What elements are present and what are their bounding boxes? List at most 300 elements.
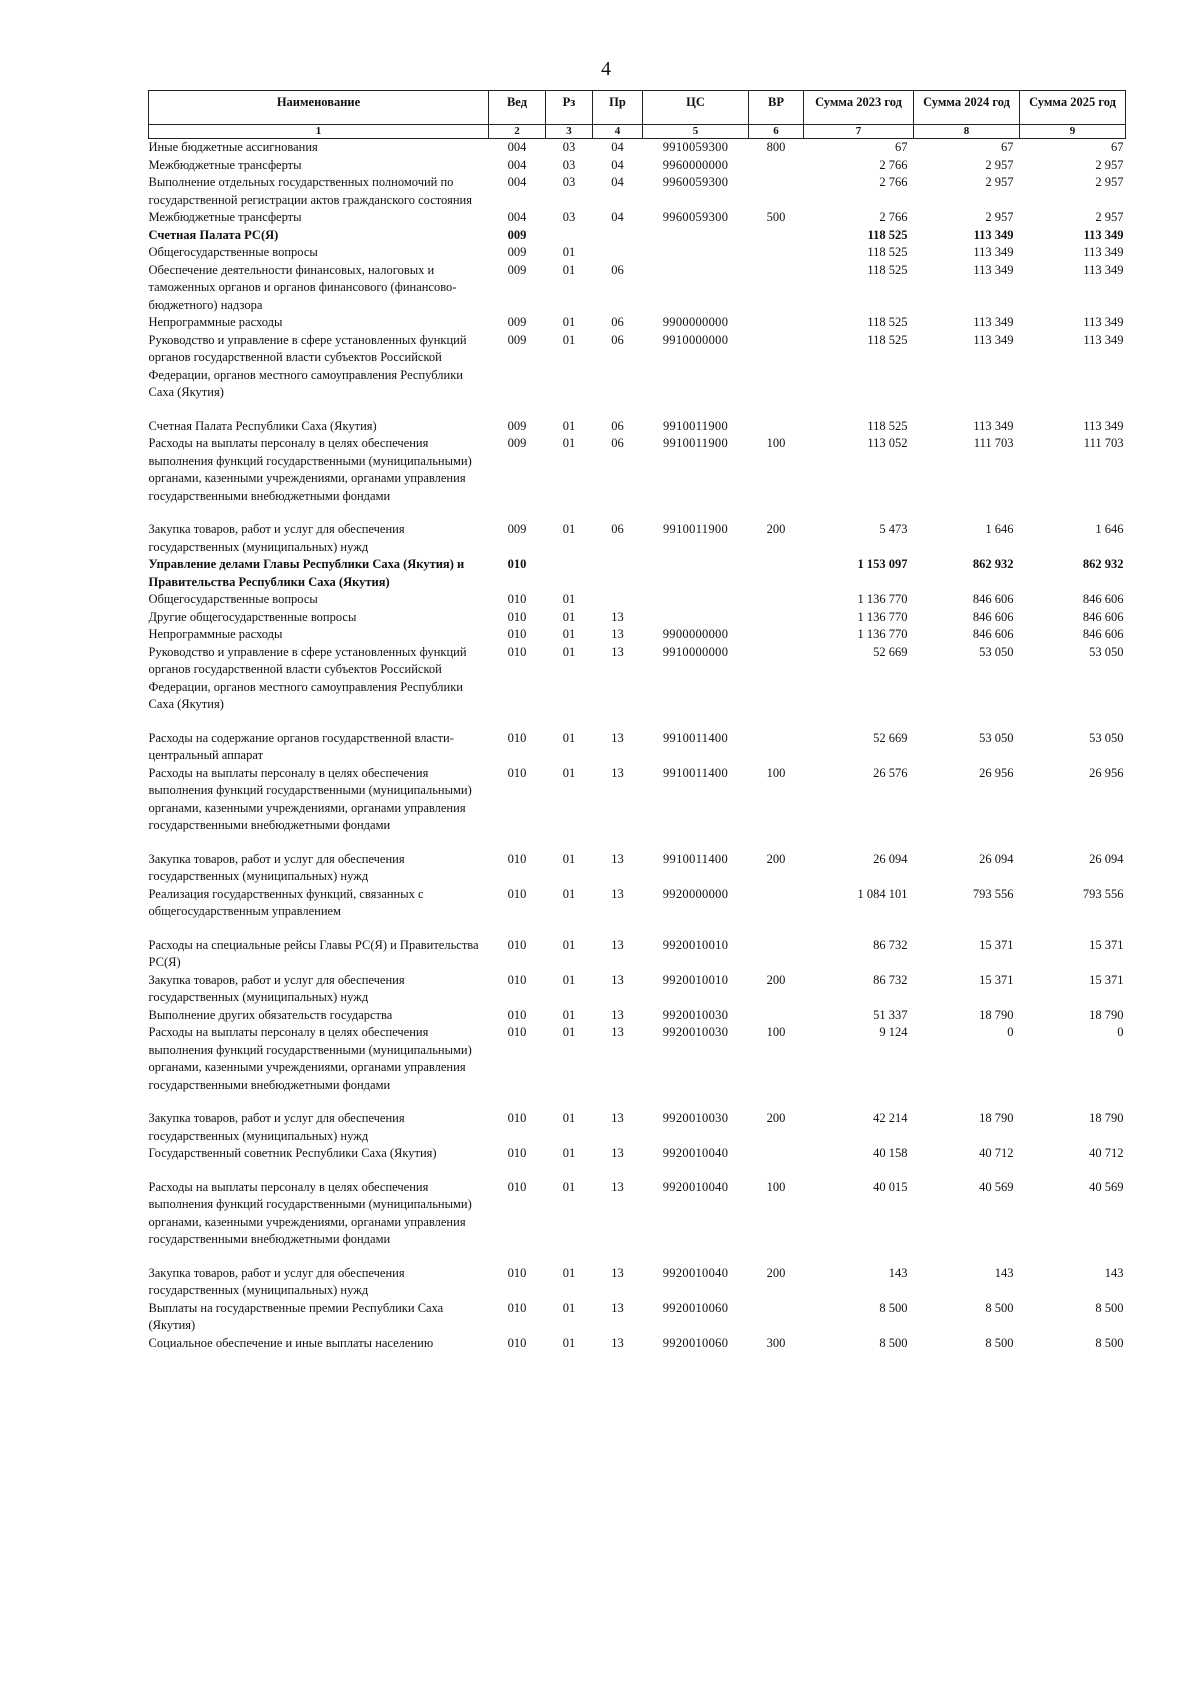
- cell-vr: [749, 174, 804, 209]
- table-row: [149, 609, 1126, 627]
- column-number: 8: [914, 125, 1020, 139]
- cell-vr: 100: [766, 436, 786, 450]
- table-row: [149, 521, 1126, 556]
- header-rz: Рз: [546, 91, 593, 125]
- cell-cs: 9910011900: [662, 522, 729, 536]
- cell-vr: [749, 937, 804, 972]
- cell-name: Выполнение отдельных государственных полномочий по государственной регистрации актов гражданского состояния: [148, 175, 472, 207]
- cell-rz: 01: [562, 765, 576, 780]
- cell-cs: 9900000000: [662, 315, 729, 329]
- cell-rz: [546, 227, 593, 245]
- cell-vr: 100: [766, 765, 786, 780]
- cell-rz: 01: [562, 522, 576, 536]
- table-row: [149, 244, 1126, 262]
- cell-rz: 01: [562, 609, 576, 624]
- table-body: [149, 139, 1126, 1353]
- cell-sum-2025: 113 349: [1083, 418, 1124, 433]
- cell-sum-2023: 5 473: [879, 522, 908, 536]
- cell-ved: 010: [507, 1335, 527, 1350]
- table-row: [149, 262, 1126, 315]
- cell-sum-2025: 8 500: [1095, 1300, 1124, 1315]
- cell-cs: 9920010030: [662, 1025, 729, 1039]
- cell-pr: 06: [611, 522, 624, 536]
- cell-pr: [593, 556, 643, 591]
- cell-sum-2024: 793 556: [972, 886, 1014, 901]
- cell-ved: 009: [507, 332, 527, 347]
- cell-sum-2023: 143: [888, 1265, 908, 1280]
- cell-rz: 01: [562, 627, 576, 641]
- cell-ved: 010: [507, 765, 527, 780]
- cell-sum-2023: 118 525: [867, 227, 908, 242]
- cell-sum-2024: 2 957: [985, 175, 1014, 189]
- cell-name: Межбюджетные трансферты: [148, 210, 302, 224]
- cell-cs: [643, 591, 749, 609]
- cell-sum-2024: 2 957: [985, 157, 1014, 172]
- cell-sum-2024: 846 606: [972, 609, 1014, 624]
- cell-sum-2025: 846 606: [1082, 609, 1124, 624]
- cell-vr: 200: [766, 522, 786, 536]
- cell-sum-2023: 9 124: [879, 1025, 908, 1039]
- cell-sum-2023: 86 732: [873, 972, 908, 987]
- cell-ved: 010: [507, 1179, 527, 1194]
- cell-pr: [593, 591, 643, 609]
- column-number: 3: [546, 125, 593, 139]
- cell-rz: 01: [562, 592, 576, 606]
- cell-rz: 01: [562, 972, 576, 987]
- cell-ved: 010: [507, 1111, 527, 1125]
- cell-name: Другие общегосударственные вопросы: [148, 609, 357, 624]
- cell-vr: 200: [766, 1265, 786, 1280]
- cell-cs: 9920010040: [662, 1265, 729, 1280]
- cell-ved: 010: [507, 886, 527, 901]
- cell-sum-2023: 42 214: [873, 1111, 908, 1125]
- column-number: 7: [804, 125, 914, 139]
- cell-sum-2023: 118 525: [867, 245, 908, 259]
- cell-rz: 01: [562, 644, 576, 659]
- cell-cs: 9910000000: [662, 644, 729, 659]
- cell-sum-2025: 2 957: [1095, 210, 1124, 224]
- table-row: [149, 1335, 1126, 1353]
- header-vr: ВР: [749, 91, 804, 125]
- cell-sum-2024: 113 349: [973, 262, 1014, 277]
- cell-ved: 010: [507, 1265, 527, 1280]
- cell-pr: 13: [611, 1146, 624, 1160]
- cell-name: Государственный советник Республики Саха (Якутия): [148, 1146, 437, 1160]
- cell-vr: 300: [766, 1335, 786, 1350]
- cell-sum-2024: 15 371: [979, 937, 1014, 952]
- cell-sum-2024: 862 932: [972, 557, 1014, 571]
- cell-sum-2025: 1 646: [1095, 522, 1124, 536]
- cell-sum-2023: 86 732: [873, 937, 908, 952]
- cell-pr: 13: [611, 851, 624, 866]
- cell-sum-2024: 846 606: [972, 592, 1014, 606]
- cell-ved: 009: [507, 436, 527, 450]
- cell-rz: 03: [562, 175, 576, 189]
- cell-sum-2024: 113 349: [973, 227, 1014, 242]
- cell-cs: 9920000000: [662, 886, 729, 901]
- cell-rz: 01: [562, 436, 576, 450]
- cell-rz: 01: [562, 851, 576, 866]
- cell-sum-2025: 793 556: [1082, 886, 1124, 901]
- cell-name: Закупка товаров, работ и услуг для обеспечения государственных (муниципальных) нужд: [148, 972, 405, 1004]
- cell-sum-2025: 67: [1111, 140, 1124, 154]
- cell-sum-2023: 67: [895, 140, 908, 154]
- cell-rz: 03: [562, 210, 576, 224]
- cell-ved: 010: [507, 972, 527, 987]
- cell-pr: 13: [611, 730, 624, 745]
- cell-sum-2024: 8 500: [985, 1335, 1014, 1350]
- cell-name: Выполнение других обязательств государства: [148, 1007, 393, 1022]
- cell-sum-2025: 846 606: [1082, 627, 1124, 641]
- cell-sum-2023: 52 669: [873, 644, 908, 659]
- cell-vr: [749, 244, 804, 262]
- cell-sum-2025: 113 349: [1083, 332, 1124, 347]
- cell-cs: 9910011900: [662, 418, 729, 433]
- cell-cs: 9910011400: [662, 851, 729, 866]
- cell-cs: 9910011900: [662, 436, 729, 450]
- header-ved: Вед: [489, 91, 546, 125]
- cell-vr: [749, 418, 804, 436]
- cell-sum-2023: 40 158: [873, 1146, 908, 1160]
- cell-cs: 9920010040: [662, 1146, 729, 1160]
- cell-sum-2025: 40 712: [1089, 1146, 1124, 1160]
- cell-cs: 9910011400: [662, 730, 729, 745]
- cell-sum-2023: 1 136 770: [857, 592, 908, 606]
- column-number: 4: [593, 125, 643, 139]
- table-row: [149, 1265, 1126, 1300]
- cell-cs: 9920010030: [662, 1007, 729, 1022]
- cell-sum-2025: 113 349: [1083, 315, 1124, 329]
- header-sum-2023: Сумма 2023 год: [804, 91, 914, 125]
- cell-sum-2024: 143: [994, 1265, 1014, 1280]
- cell-pr: 13: [611, 1179, 624, 1194]
- cell-sum-2023: 113 052: [867, 436, 908, 450]
- cell-sum-2025: 15 371: [1089, 972, 1124, 987]
- cell-cs: [643, 244, 749, 262]
- cell-name: Руководство и управление в сфере установленных функций органов государственной власти субъектов Российской Федерации, органов местного самоуправления Республики Саха (Якутия): [148, 332, 467, 399]
- cell-sum-2023: 26 576: [873, 765, 908, 780]
- table-row: [149, 765, 1126, 851]
- cell-sum-2024: 846 606: [972, 627, 1014, 641]
- cell-pr: 13: [611, 609, 624, 624]
- cell-cs: 9910059300: [662, 140, 729, 154]
- cell-sum-2025: 113 349: [1083, 227, 1124, 242]
- cell-name: Обеспечение деятельности финансовых, налоговых и таможенных органов и органов финансового (финансово-бюджетного) надзора: [148, 262, 457, 312]
- cell-sum-2023: 2 766: [879, 175, 908, 189]
- cell-vr: [749, 591, 804, 609]
- cell-name: Закупка товаров, работ и услуг для обеспечения государственных (муниципальных) нужд: [148, 522, 405, 554]
- cell-pr: 13: [611, 644, 624, 659]
- cell-pr: 13: [611, 1300, 624, 1315]
- cell-vr: [749, 886, 804, 937]
- cell-name: Иные бюджетные ассигнования: [148, 140, 318, 154]
- cell-sum-2024: 0: [1007, 1025, 1014, 1039]
- cell-sum-2024: 40 569: [979, 1179, 1014, 1194]
- cell-ved: 010: [507, 592, 527, 606]
- cell-vr: 800: [766, 140, 786, 154]
- header-sum-2024: Сумма 2024 год: [914, 91, 1020, 125]
- cell-pr: 06: [611, 436, 624, 450]
- cell-pr: 13: [611, 886, 624, 901]
- cell-rz: 01: [562, 418, 576, 433]
- cell-sum-2025: 111 703: [1083, 436, 1124, 450]
- cell-vr: [749, 262, 804, 315]
- cell-ved: 010: [507, 730, 527, 745]
- cell-ved: 010: [507, 1300, 527, 1315]
- header-pr: Пр: [593, 91, 643, 125]
- cell-ved: 009: [507, 262, 527, 277]
- cell-sum-2025: 26 094: [1089, 851, 1124, 866]
- cell-rz: 01: [562, 1007, 576, 1022]
- cell-sum-2025: 53 050: [1089, 644, 1124, 659]
- cell-cs: 9920010060: [662, 1300, 729, 1315]
- cell-ved: 004: [507, 210, 527, 224]
- cell-sum-2024: 67: [1001, 140, 1014, 154]
- cell-name: Общегосударственные вопросы: [148, 592, 318, 606]
- cell-sum-2023: 26 094: [873, 851, 908, 866]
- cell-sum-2025: 26 956: [1089, 765, 1124, 780]
- cell-sum-2023: 118 525: [867, 262, 908, 277]
- cell-cs: [643, 227, 749, 245]
- cell-vr: [749, 1145, 804, 1179]
- cell-sum-2025: 40 569: [1089, 1179, 1124, 1194]
- cell-rz: 01: [562, 245, 576, 259]
- cell-sum-2025: 2 957: [1095, 157, 1124, 172]
- cell-vr: 100: [766, 1025, 786, 1039]
- cell-sum-2024: 53 050: [979, 644, 1014, 659]
- table-row: [149, 227, 1126, 245]
- cell-pr: 06: [611, 315, 624, 329]
- cell-cs: 9920010040: [662, 1179, 729, 1194]
- header-number-row: [149, 125, 1126, 139]
- cell-ved: 010: [507, 937, 527, 952]
- cell-sum-2023: 118 525: [867, 332, 908, 347]
- cell-ved: 010: [507, 627, 527, 641]
- cell-pr: 13: [611, 1111, 624, 1125]
- cell-ved: 010: [507, 1146, 527, 1160]
- cell-ved: 010: [507, 851, 527, 866]
- cell-pr: 06: [611, 262, 624, 277]
- cell-sum-2024: 1 646: [985, 522, 1014, 536]
- cell-ved: 009: [507, 245, 527, 259]
- cell-sum-2024: 26 956: [979, 765, 1014, 780]
- cell-sum-2025: 113 349: [1083, 262, 1124, 277]
- table-row: [149, 314, 1126, 332]
- cell-rz: 01: [562, 315, 576, 329]
- cell-cs: [643, 609, 749, 627]
- cell-cs: 9920010060: [662, 1335, 729, 1350]
- table-row: [149, 174, 1126, 209]
- cell-rz: 03: [562, 157, 576, 172]
- cell-name: Расходы на выплаты персоналу в целях обеспечения выполнения функций государственными (муниципальными) органами, казенными учреждениями, органами управления государственными внебюджетными фондами: [148, 1179, 472, 1246]
- cell-sum-2024: 8 500: [985, 1300, 1014, 1315]
- cell-sum-2024: 111 703: [973, 436, 1014, 450]
- cell-sum-2023: 52 669: [873, 730, 908, 745]
- cell-name: Закупка товаров, работ и услуг для обеспечения государственных (муниципальных) нужд: [148, 1111, 405, 1143]
- cell-pr: 13: [611, 937, 624, 952]
- cell-sum-2025: 0: [1117, 1025, 1124, 1039]
- cell-ved: 004: [507, 175, 527, 189]
- cell-sum-2023: 8 500: [879, 1335, 908, 1350]
- cell-cs: 9910000000: [662, 332, 729, 347]
- cell-name: Расходы на выплаты персоналу в целях обеспечения выполнения функций государственными (муниципальными) органами, казенными учреждениями, органами управления государственными внебюджетными фондами: [148, 436, 472, 503]
- cell-vr: [749, 157, 804, 175]
- table-row: [149, 435, 1126, 521]
- table-row: [149, 1300, 1126, 1335]
- cell-rz: 01: [562, 886, 576, 901]
- cell-cs: [643, 556, 749, 591]
- table-row: [149, 209, 1126, 227]
- cell-rz: 01: [562, 1300, 576, 1315]
- column-number: 9: [1020, 125, 1126, 139]
- cell-rz: 01: [562, 1025, 576, 1039]
- table-row: [149, 139, 1126, 157]
- cell-vr: [749, 1300, 804, 1335]
- cell-vr: [749, 609, 804, 627]
- cell-name: Межбюджетные трансферты: [148, 157, 302, 172]
- column-number: 5: [643, 125, 749, 139]
- cell-rz: 01: [562, 332, 576, 347]
- cell-sum-2023: 1 084 101: [857, 886, 908, 901]
- cell-sum-2023: 51 337: [873, 1007, 908, 1022]
- cell-pr: 13: [611, 1025, 624, 1039]
- cell-pr: 13: [611, 1265, 624, 1280]
- cell-name: Социальное обеспечение и иные выплаты населению: [148, 1335, 434, 1350]
- cell-ved: 009: [507, 522, 527, 536]
- cell-sum-2024: 113 349: [973, 245, 1014, 259]
- cell-sum-2024: 18 790: [979, 1111, 1014, 1125]
- cell-sum-2023: 118 525: [867, 315, 908, 329]
- cell-ved: 010: [507, 1007, 527, 1022]
- cell-sum-2024: 113 349: [973, 418, 1014, 433]
- cell-ved: 010: [507, 557, 527, 571]
- cell-pr: 04: [611, 175, 624, 189]
- cell-name: Реализация государственных функций, связанных с общегосударственным управлением: [148, 886, 424, 918]
- cell-cs: 9960000000: [662, 157, 729, 172]
- cell-sum-2025: 18 790: [1089, 1007, 1124, 1022]
- table-row: [149, 1145, 1126, 1179]
- cell-pr: 13: [611, 627, 624, 641]
- cell-pr: 13: [611, 972, 624, 987]
- table-row: [149, 937, 1126, 972]
- cell-vr: [749, 644, 804, 730]
- column-number: 1: [149, 125, 489, 139]
- cell-sum-2023: 2 766: [879, 210, 908, 224]
- cell-sum-2024: 26 094: [979, 851, 1014, 866]
- cell-rz: 01: [562, 262, 576, 277]
- cell-sum-2025: 143: [1104, 1265, 1124, 1280]
- cell-sum-2024: 15 371: [979, 972, 1014, 987]
- cell-vr: [749, 227, 804, 245]
- table-row: [149, 626, 1126, 644]
- cell-cs: [643, 262, 749, 315]
- table-row: [149, 730, 1126, 765]
- cell-vr: [749, 556, 804, 591]
- cell-vr: 100: [766, 1179, 786, 1194]
- table-row: [149, 418, 1126, 436]
- cell-pr: 04: [611, 157, 624, 172]
- cell-sum-2025: 15 371: [1089, 937, 1124, 952]
- cell-sum-2025: 8 500: [1095, 1335, 1124, 1350]
- cell-pr: 06: [611, 418, 624, 433]
- cell-name: Управление делами Главы Республики Саха (Якутия) и Правительства Республики Саха (Якутия): [148, 557, 465, 589]
- cell-pr: 06: [611, 332, 624, 347]
- cell-sum-2025: 113 349: [1083, 245, 1124, 259]
- table-row: [149, 972, 1126, 1007]
- cell-rz: 01: [562, 1179, 576, 1194]
- cell-sum-2024: 113 349: [973, 315, 1014, 329]
- cell-sum-2023: 2 766: [879, 157, 908, 172]
- table-row: [149, 851, 1126, 886]
- column-number: 6: [749, 125, 804, 139]
- cell-rz: 03: [562, 140, 576, 154]
- cell-pr: 04: [611, 140, 624, 154]
- cell-vr: 500: [766, 210, 786, 224]
- cell-vr: 200: [766, 851, 786, 866]
- header-sum-2025: Сумма 2025 год: [1020, 91, 1126, 125]
- cell-cs: 9910011400: [662, 765, 729, 780]
- cell-name: Расходы на выплаты персоналу в целях обеспечения выполнения функций государственными (муниципальными) органами, казенными учреждениями, органами управления государственными внебюджетными фондами: [148, 1025, 472, 1092]
- cell-sum-2023: 1 153 097: [857, 557, 908, 571]
- header-row: [149, 91, 1126, 125]
- table-row: [149, 644, 1126, 730]
- cell-sum-2024: 40 712: [979, 1146, 1014, 1160]
- cell-rz: [546, 556, 593, 591]
- cell-sum-2024: 18 790: [979, 1007, 1014, 1022]
- cell-rz: 01: [562, 1111, 576, 1125]
- cell-rz: 01: [562, 1265, 576, 1280]
- cell-ved: 010: [507, 644, 527, 659]
- cell-name: Счетная Палата Республики Саха (Якутия): [148, 418, 377, 433]
- cell-name: Закупка товаров, работ и услуг для обеспечения государственных (муниципальных) нужд: [148, 1265, 405, 1297]
- cell-sum-2025: 18 790: [1089, 1111, 1124, 1125]
- cell-vr: [749, 332, 804, 418]
- cell-rz: 01: [562, 1335, 576, 1350]
- cell-rz: 01: [562, 937, 576, 952]
- cell-sum-2024: 113 349: [973, 332, 1014, 347]
- cell-cs: 9960059300: [662, 175, 729, 189]
- table-row: [149, 886, 1126, 937]
- cell-ved: 004: [507, 140, 527, 154]
- table-row: [149, 1007, 1126, 1025]
- cell-cs: 9920010010: [662, 937, 729, 952]
- cell-pr: 04: [611, 210, 624, 224]
- column-number: 2: [489, 125, 546, 139]
- cell-pr: 13: [611, 765, 624, 780]
- table-row: [149, 556, 1126, 591]
- cell-sum-2023: 1 136 770: [857, 627, 908, 641]
- cell-name: Расходы на выплаты персоналу в целях обеспечения выполнения функций государственными (муниципальными) органами, казенными учреждениями, органами управления государственными внебюджетными фондами: [148, 765, 472, 832]
- cell-rz: 01: [562, 1146, 576, 1160]
- page-number: 4: [601, 58, 611, 80]
- cell-vr: 200: [766, 1111, 786, 1125]
- cell-name: Закупка товаров, работ и услуг для обеспечения государственных (муниципальных) нужд: [148, 851, 405, 883]
- table-row: [149, 1110, 1126, 1145]
- cell-name: Выплаты на государственные премии Республики Саха (Якутия): [148, 1300, 444, 1332]
- cell-ved: 009: [507, 227, 527, 242]
- cell-sum-2023: 1 136 770: [857, 609, 908, 624]
- cell-sum-2023: 118 525: [867, 418, 908, 433]
- table-row: [149, 1179, 1126, 1265]
- cell-name: Руководство и управление в сфере установленных функций органов государственной власти субъектов Российской Федерации, органов местного самоуправления Республики Саха (Якутия): [148, 644, 467, 711]
- cell-sum-2025: 2 957: [1095, 175, 1124, 189]
- table-row: [149, 157, 1126, 175]
- table-row: [149, 591, 1126, 609]
- cell-name: Непрограммные расходы: [148, 315, 283, 329]
- cell-sum-2025: 862 932: [1082, 557, 1124, 571]
- cell-cs: 9900000000: [662, 627, 729, 641]
- cell-vr: [749, 626, 804, 644]
